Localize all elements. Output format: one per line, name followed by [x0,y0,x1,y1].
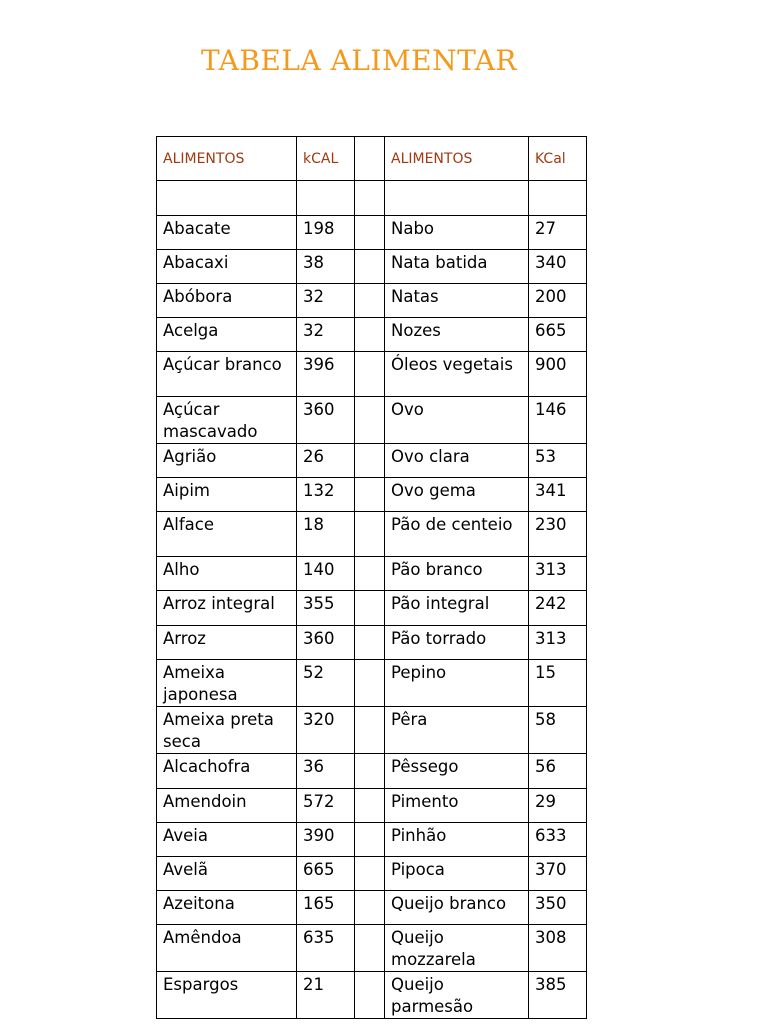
spacer-cell [355,925,385,972]
food-name-cell: Ovo [385,397,529,444]
food-name-cell: Açúcar branco [157,352,297,397]
kcal-value-cell: 165 [297,891,355,925]
table-row [157,318,587,352]
kcal-value-cell: 900 [529,352,587,397]
spacer-cell [355,823,385,857]
blank-cell [355,181,385,216]
food-name-cell: Arroz [157,626,297,660]
blank-cell [157,181,297,216]
kcal-value-cell: 340 [529,250,587,284]
food-name-cell: Ovo gema [385,478,529,512]
kcal-value-cell: 32 [297,318,355,352]
spacer-cell [355,557,385,591]
food-name-cell: Óleos vegetais [385,352,529,397]
spacer-cell [355,972,385,1019]
food-name-cell: Azeitona [157,891,297,925]
food-name-cell: Pão de centeio [385,512,529,557]
food-name-cell: Pipoca [385,857,529,891]
blank-cell [529,181,587,216]
food-name-cell: Aipim [157,478,297,512]
table-row [157,707,587,754]
food-name-cell: Pão integral [385,591,529,626]
food-name-cell: Pão branco [385,557,529,591]
table-row [157,352,587,397]
kcal-value-cell: 242 [529,591,587,626]
table-row [157,444,587,478]
food-name-cell: Açúcar mascavado [157,397,297,444]
kcal-value-cell: 355 [297,591,355,626]
kcal-value-cell: 18 [297,512,355,557]
spacer-cell [355,478,385,512]
food-name-cell: Amendoin [157,789,297,823]
header-left-food: ALIMENTOS [157,137,297,181]
kcal-value-cell: 665 [297,857,355,891]
food-calorie-table [156,136,587,1019]
blank-cell [297,181,355,216]
spacer-cell [355,754,385,789]
header-spacer [355,137,385,181]
kcal-value-cell: 360 [297,397,355,444]
food-name-cell: Espargos [157,972,297,1019]
food-name-cell: Avelã [157,857,297,891]
kcal-value-cell: 360 [297,626,355,660]
spacer-cell [355,789,385,823]
food-name-cell: Abacate [157,216,297,250]
food-name-cell: Pêssego [385,754,529,789]
spacer-cell [355,444,385,478]
spacer-cell [355,660,385,707]
table-header-row [157,137,587,181]
kcal-value-cell: 341 [529,478,587,512]
kcal-value-cell: 635 [297,925,355,972]
kcal-value-cell: 29 [529,789,587,823]
food-name-cell: Queijo parmesão [385,972,529,1019]
kcal-value-cell: 633 [529,823,587,857]
spacer-cell [355,352,385,397]
kcal-value-cell: 370 [529,857,587,891]
food-name-cell: Nabo [385,216,529,250]
food-name-cell: Ameixa preta seca [157,707,297,754]
kcal-value-cell: 140 [297,557,355,591]
table-row [157,660,587,707]
blank-cell [385,181,529,216]
kcal-value-cell: 56 [529,754,587,789]
kcal-value-cell: 52 [297,660,355,707]
food-name-cell: Agrião [157,444,297,478]
table-row [157,972,587,1019]
spacer-cell [355,284,385,318]
kcal-value-cell: 313 [529,557,587,591]
spacer-cell [355,250,385,284]
food-name-cell: Ovo clara [385,444,529,478]
page-title: TABELA ALIMENTAR [200,44,518,77]
kcal-value-cell: 198 [297,216,355,250]
table-row [157,284,587,318]
table-row [157,626,587,660]
food-name-cell: Queijo branco [385,891,529,925]
food-name-cell: Pepino [385,660,529,707]
food-name-cell: Alho [157,557,297,591]
food-name-cell: Ameixa japonesa [157,660,297,707]
spacer-cell [355,216,385,250]
blank-row [157,181,587,216]
table-row [157,823,587,857]
spacer-cell [355,318,385,352]
table-row [157,397,587,444]
table-row [157,925,587,972]
table-row [157,250,587,284]
food-name-cell: Pêra [385,707,529,754]
kcal-value-cell: 572 [297,789,355,823]
header-right-kcal: KCal [529,137,587,181]
spacer-cell [355,591,385,626]
food-name-cell: Pão torrado [385,626,529,660]
kcal-value-cell: 200 [529,284,587,318]
kcal-value-cell: 230 [529,512,587,557]
kcal-value-cell: 15 [529,660,587,707]
kcal-value-cell: 320 [297,707,355,754]
spacer-cell [355,857,385,891]
kcal-value-cell: 36 [297,754,355,789]
spacer-cell [355,512,385,557]
kcal-value-cell: 396 [297,352,355,397]
header-right-food: ALIMENTOS [385,137,529,181]
food-name-cell: Pinhão [385,823,529,857]
kcal-value-cell: 26 [297,444,355,478]
food-name-cell: Queijo mozzarela [385,925,529,972]
food-name-cell: Pimento [385,789,529,823]
food-name-cell: Amêndoa [157,925,297,972]
table-row [157,789,587,823]
kcal-value-cell: 132 [297,478,355,512]
table-row [157,591,587,626]
food-name-cell: Arroz integral [157,591,297,626]
kcal-value-cell: 146 [529,397,587,444]
kcal-value-cell: 53 [529,444,587,478]
table-row [157,857,587,891]
food-name-cell: Aveia [157,823,297,857]
food-name-cell: Abóbora [157,284,297,318]
food-name-cell: Nozes [385,318,529,352]
table-row [157,891,587,925]
table-row [157,754,587,789]
kcal-value-cell: 27 [529,216,587,250]
kcal-value-cell: 32 [297,284,355,318]
kcal-value-cell: 385 [529,972,587,1019]
kcal-value-cell: 665 [529,318,587,352]
kcal-value-cell: 308 [529,925,587,972]
food-name-cell: Abacaxi [157,250,297,284]
kcal-value-cell: 38 [297,250,355,284]
kcal-value-cell: 390 [297,823,355,857]
table-row [157,478,587,512]
spacer-cell [355,626,385,660]
spacer-cell [355,707,385,754]
kcal-value-cell: 21 [297,972,355,1019]
food-name-cell: Nata batida [385,250,529,284]
food-name-cell: Acelga [157,318,297,352]
table-row [157,216,587,250]
food-name-cell: Alcachofra [157,754,297,789]
spacer-cell [355,891,385,925]
food-name-cell: Natas [385,284,529,318]
kcal-value-cell: 58 [529,707,587,754]
table-row [157,512,587,557]
spacer-cell [355,397,385,444]
table-row [157,557,587,591]
kcal-value-cell: 313 [529,626,587,660]
kcal-value-cell: 350 [529,891,587,925]
header-left-kcal: kCAL [297,137,355,181]
food-name-cell: Alface [157,512,297,557]
